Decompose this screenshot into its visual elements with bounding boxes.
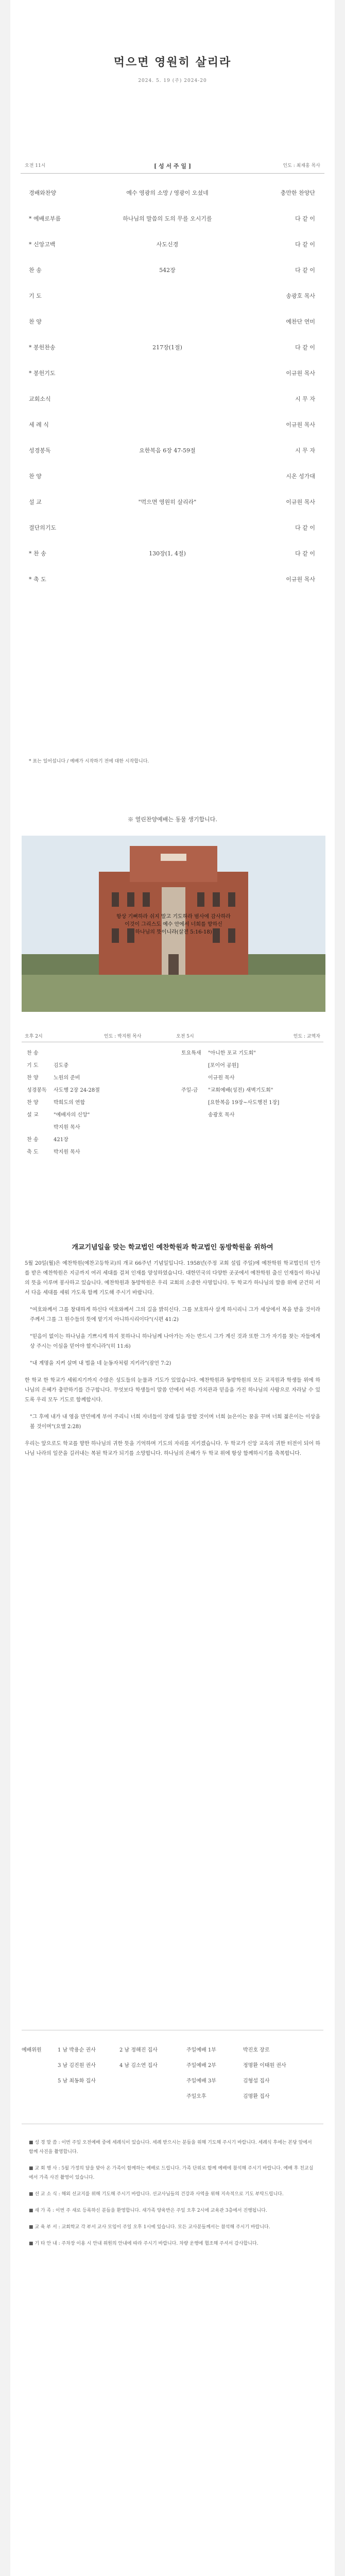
worship-meta: [21, 160, 324, 174]
header: [10, 0, 335, 83]
photo-caption: 항상 기뻐하라 쉬지 말고 기도하라 범사에 감사하라 이것이 그리스도 예수 안에서 너희를 향하신 하나님의 뜻이니라(살전 5:16-18): [116, 914, 231, 935]
schedule-row: [22, 1120, 171, 1132]
schedule-row: [176, 1095, 323, 1108]
volunteer-cell: 주일예배 1부: [186, 2047, 216, 2053]
schedule-item-detail: 421장: [54, 1137, 68, 1143]
row-spacer: [21, 536, 324, 545]
volunteer-cell: 예배위원: [22, 2047, 42, 2053]
news-item: ■ 새 가 족 : 이번 주 새로 등록하신 분들을 환영합니다. 새가족 양육반은 주일 오후 2시에 교육관 3층에서 진행됩니다.: [29, 2208, 267, 2213]
main-worship-order: [21, 160, 324, 783]
row-spacer: [21, 484, 324, 494]
schedule-row: [22, 1132, 171, 1145]
worship-row: [21, 287, 324, 304]
schedule-item-detail: 이규원 목사: [208, 1075, 235, 1081]
worship-item-name: 설 교: [29, 499, 42, 505]
worship-item-leader: 이규원 목사: [286, 370, 315, 377]
bulletin-date: 2024. 5. 19 (주) 2024-20: [138, 78, 207, 83]
schedule-row: [176, 1108, 323, 1120]
service-volunteers: [22, 2040, 323, 2117]
article-paragraph: "그 후에 내가 내 영을 만민에게 부어 주리니 너희 자녀들이 장래 일을 말할 것이며 너희 늙은이는 꿈을 꾸며 너희 젊은이는 이상을 볼 것이며"(요엘 2:28): [30, 1414, 320, 1430]
worship-item-detail: "먹으면 영원히 살리라": [138, 499, 197, 505]
worship-item-name: 찬 양: [29, 318, 42, 325]
worship-item-detail: 예수 영광의 소망 / 영광이 오셨네: [126, 190, 209, 196]
worship-item-leader: 시 무 자: [295, 396, 315, 402]
worship-item-detail: 217장(1절): [152, 344, 182, 351]
sermon-article: [25, 1242, 320, 1466]
worship-item-name: 결단의기도: [29, 524, 57, 531]
worship-item-name: * 축 도: [29, 576, 46, 583]
worship-item-detail: 130장(1, 4절): [149, 550, 186, 557]
worship-rows: [21, 184, 324, 587]
article-paragraph: 5월 20일(월)은 예찬학원(예찬고등학교)의 개교 66주년 기념일입니다. 1958년(주정 교회 설립 주일)에 예찬학원 학교법인의 인가를 받은 예찬학원은 지금까지 여러 세대를 걸쳐 인재를 양성하였습니다. 대한민국의 다양한 곳곳에서 예찬학원 출신 인재들이 하나님의 뜻을 이루며 봉사하고 있습니다. 예찬학원과 동방학원은 우리 교회의 소중한 사명입니다. 두 학교가 하나님의 말씀 위에 굳건히 서서 다음 세대를 세워 가도록 함께 기도해 주시기 바랍니다.: [25, 1261, 320, 1296]
worship-row: [21, 365, 324, 381]
volunteer-cell: 주일예배 2부: [186, 2063, 216, 2069]
schedule-row: [22, 1145, 171, 1157]
worship-item-leader: 이규원 목사: [286, 421, 315, 428]
schedule-row: [176, 1083, 323, 1095]
article-paragraph: "내 계명을 지켜 살며 내 법을 네 눈동자처럼 지키라"(잠언 7:2): [30, 1361, 171, 1366]
bulletin-page: [10, 0, 335, 2576]
worship-item-name: * 봉헌기도: [29, 370, 56, 377]
worship-row: [21, 339, 324, 355]
worship-row: [21, 468, 324, 484]
schedule-item-detail: 사도행 2장 24-28절: [54, 1088, 100, 1093]
worship-item-detail: 사도신경: [156, 241, 179, 248]
schedule-row: [22, 1095, 171, 1108]
row-spacer: [21, 278, 324, 287]
worship-item-name: 경배와찬양: [29, 190, 57, 196]
news-item: ■ 교 회 행 사 : 5월 가정의 달을 맞아 온 가족이 함께하는 예배로 드립니다. 가족 단위로 함께 예배에 참석해 주시기 바랍니다. 예배 후 친교실에서 가족 사진 촬영이 있습니다.: [29, 2166, 314, 2180]
row-spacer: [21, 201, 324, 210]
schedule-row: [176, 1058, 323, 1071]
worship-item-leader: 이규원 목사: [286, 499, 315, 505]
worship-item-leader: 다 같 이: [295, 215, 315, 222]
afternoon-left: [22, 1046, 171, 1157]
standing-note: * 표는 일어섭니다 / 예배가 시작하기 전에 대한 시작합니다.: [29, 759, 149, 764]
worship-item-name: 교회소식: [29, 396, 51, 402]
worship-item-name: 성경봉독: [29, 447, 51, 454]
church-news: [29, 2138, 316, 2256]
volunteer-cell: 주일오후: [186, 2094, 206, 2099]
article-body: [25, 1259, 320, 1459]
dawn-prayer: [176, 1046, 323, 1120]
worship-item-name: * 찬 송: [29, 550, 46, 557]
volunteer-cell: 정명환 이태원 권사: [243, 2063, 286, 2069]
afternoon-worship: [22, 1030, 323, 1224]
volunteer-cell: 2 남 정해진 집사: [119, 2047, 158, 2053]
schedule-item-name: 기 도: [27, 1063, 39, 1069]
worship-item-leader: 다 같 이: [295, 241, 315, 248]
article-paragraph: 한 학교 한 학교가 세워지기까지 수많은 성도들의 눈물과 기도가 있었습니다. 예찬학원과 동방학원의 모든 교직원과 학생들 위에 하나님의 은혜가 충만하기를 간구합니다. 무엇보다 학생들이 말씀 안에서 바른 가치관과 믿음을 가진 하나님의 사람으로 자라날 수 있도록 우리 모두 기도로 함께합시다.: [25, 1378, 320, 1403]
article-paragraph: "여호와께서 그를 창대하게 하신다 여호와께서 그의 길을 밝히신다. 그를 보호하사 살게 하시리니 그가 세상에서 복을 받을 것이라 주께서 그를 그 원수들의 뜻에 맡기지 아니하시리이다"(시편 41:2): [30, 1307, 320, 1323]
worship-row: [21, 416, 324, 433]
schedule-row: [22, 1058, 171, 1071]
row-spacer: [21, 459, 324, 468]
schedule-item-name: 찬 양: [27, 1075, 39, 1081]
bulletin-title: 먹으면 영원히 살리라: [113, 56, 232, 69]
schedule-item-name: 찬 송: [27, 1050, 39, 1056]
worship-item-name: * 봉헌찬송: [29, 344, 56, 351]
schedule-row: [22, 1046, 171, 1058]
news-item: ■ 교 육 부 서 : 교회학교 각 부서 교사 모임이 주일 오후 1시에 있습니다. 모든 교사분들께서는 참석해 주시기 바랍니다.: [29, 2225, 270, 2230]
worship-row: [21, 210, 324, 227]
row-spacer: [21, 304, 324, 313]
schedule-item-detail: "교회예배(성전) 새벽기도회": [208, 1088, 273, 1093]
schedule-item-detail: 박희도의 연합: [54, 1100, 85, 1106]
worship-row: [21, 313, 324, 330]
worship-item-leader: 시온 성가대: [286, 473, 315, 480]
row-spacer: [21, 407, 324, 416]
volunteer-cell: 김형섭 집사: [243, 2078, 270, 2084]
worship-item-leader: 충만한 찬양단: [280, 190, 315, 196]
afternoon-meta: 오후 2시 인도 : 박지원 목사 오전 5시 인도 : 교역자: [22, 1030, 323, 1042]
schedule-item-detail: [요한복음 19장~사도행전 1장]: [208, 1100, 280, 1106]
worship-item-detail: 요한복음 6장 47-59절: [139, 447, 196, 454]
article-paragraph: "믿음이 없이는 하나님을 기쁘시게 하지 못하나니 하나님께 나아가는 자는 반드시 그가 계신 것과 또한 그가 자기를 찾는 자들에게 상 주시는 이심을 믿어야 할지니라"(히 11:6): [30, 1334, 320, 1349]
row-spacer: [21, 252, 324, 262]
schedule-item-name: 찬 송: [27, 1137, 39, 1143]
worship-row: [21, 519, 324, 536]
worship-item-detail: 542장: [159, 267, 176, 274]
volunteer-cell: 4 남 김소연 집사: [119, 2063, 158, 2069]
worship-item-name: 세 례 식: [29, 421, 49, 428]
worship-row: [21, 391, 324, 407]
worship-row: [21, 184, 324, 201]
row-spacer: [21, 562, 324, 571]
schedule-item-name: 성경봉독: [27, 1088, 47, 1093]
article-paragraph: 우리는 앞으로도 학교를 향한 하나님의 귀한 뜻을 기억하며 기도의 자리를 지키겠습니다. 두 학교가 신앙 교육의 귀한 터전이 되어 하나님 나라의 일꾼을 길러내는 복된 학교가 되기를 소망합니다. 하나님의 은혜가 두 학교 위에 항상 함께하시기를 축복합니다.: [25, 1441, 320, 1456]
row-spacer: [21, 433, 324, 442]
row-spacer: [21, 330, 324, 339]
worship-item-leader: 다 같 이: [295, 344, 315, 351]
schedule-item-name: 설 교: [27, 1112, 39, 1118]
row-spacer: [21, 227, 324, 236]
volunteer-cell: 김명환 집사: [243, 2094, 270, 2099]
worship-item-leader: 다 같 이: [295, 524, 315, 531]
schedule-item-detail: 김도중: [54, 1063, 68, 1069]
worship-row: [21, 545, 324, 562]
row-spacer: [21, 510, 324, 519]
worship-item-leader: 다 같 이: [295, 267, 315, 274]
worship-item-leader: 다 같 이: [295, 550, 315, 557]
worship-row: [21, 494, 324, 510]
worship-leader: 인도 : 최재홍 목사: [283, 163, 320, 168]
volunteer-cell: 1 남 박용순 권사: [58, 2047, 96, 2053]
news-item: ■ 성 경 말 씀 : 이번 주일 오전예배 중에 세례식이 있습니다. 세례 받으시는 분들을 위해 기도해 주시기 바랍니다. 세례식 후에는 본당 앞에서 함께 사진을 촬영합니다.: [29, 2140, 312, 2155]
schedule-item-name: 토요특새: [181, 1050, 201, 1056]
article-title: 개교기념일을 맞는 학교법인 예찬학원과 학교법인 동방학원을 위하여: [72, 1244, 273, 1251]
schedule-item-name: 축 도: [27, 1149, 39, 1155]
schedule-item-name: 찬 양: [27, 1100, 39, 1106]
worship-item-leader: 송광호 목사: [286, 293, 315, 299]
worship-item-name: 찬 양: [29, 473, 42, 480]
schedule-row: [176, 1046, 323, 1058]
schedule-row: [22, 1071, 171, 1083]
worship-item-name: 기 도: [29, 293, 42, 299]
worship-section-title: [ 성 서 주 일 ]: [153, 163, 192, 170]
schedule-item-detail: "예배자의 신앙": [54, 1112, 90, 1118]
worship-item-leader: 시 무 자: [295, 447, 315, 454]
news-item: ■ 선 교 소 식 : 해외 선교지를 위해 기도해 주시기 바랍니다. 선교사님들의 건강과 사역을 위해 지속적으로 기도 부탁드립니다.: [29, 2192, 284, 2197]
church-photo: [22, 836, 325, 1012]
schedule-item-detail: [포이어 공원]: [208, 1063, 239, 1069]
worship-item-leader: 이규원 목사: [286, 576, 315, 583]
worship-row: [21, 571, 324, 587]
worship-item-leader: 예찬단 연미: [286, 318, 315, 325]
schedule-item-detail: 송광호 목사: [208, 1112, 235, 1118]
schedule-item-detail: 박지원 목사: [54, 1149, 80, 1155]
worship-row: [21, 262, 324, 278]
worship-item-name: 찬 송: [29, 267, 42, 274]
schedule-item-detail: 노원의 준비: [54, 1075, 80, 1081]
row-spacer: [21, 355, 324, 365]
volunteer-cell: 주일예배 3부: [186, 2078, 216, 2084]
volunteer-cell: 5 남 최동화 집사: [58, 2078, 96, 2084]
schedule-item-detail: "아니한 포교 기도회": [208, 1050, 256, 1056]
schedule-item-name: 주일-금: [181, 1088, 198, 1093]
worship-item-name: * 예배로부름: [29, 215, 61, 222]
schedule-row: [176, 1071, 323, 1083]
volunteer-cell: 3 남 김진원 권사: [58, 2063, 96, 2069]
praise-note: ※ 열린찬양예배는 동물 생기합니다.: [128, 816, 217, 823]
worship-row: [21, 236, 324, 252]
worship-item-name: * 신앙고백: [29, 241, 56, 248]
schedule-row: [22, 1108, 171, 1120]
worship-time: 오전 11시: [25, 163, 46, 168]
schedule-item-detail: 박지원 목사: [54, 1125, 80, 1130]
worship-item-detail: 하나님의 말씀의 도의 무를 오시기를: [123, 215, 212, 222]
news-item: ■ 기 타 안 내 : 주차장 이용 시 안내 위원의 안내에 따라 주시기 바랍니다. 차량 운행에 협조해 주셔서 감사합니다.: [29, 2241, 258, 2246]
row-spacer: [21, 381, 324, 391]
schedule-row: [22, 1083, 171, 1095]
worship-row: [21, 442, 324, 459]
volunteer-cell: 박진호 장로: [243, 2047, 270, 2053]
